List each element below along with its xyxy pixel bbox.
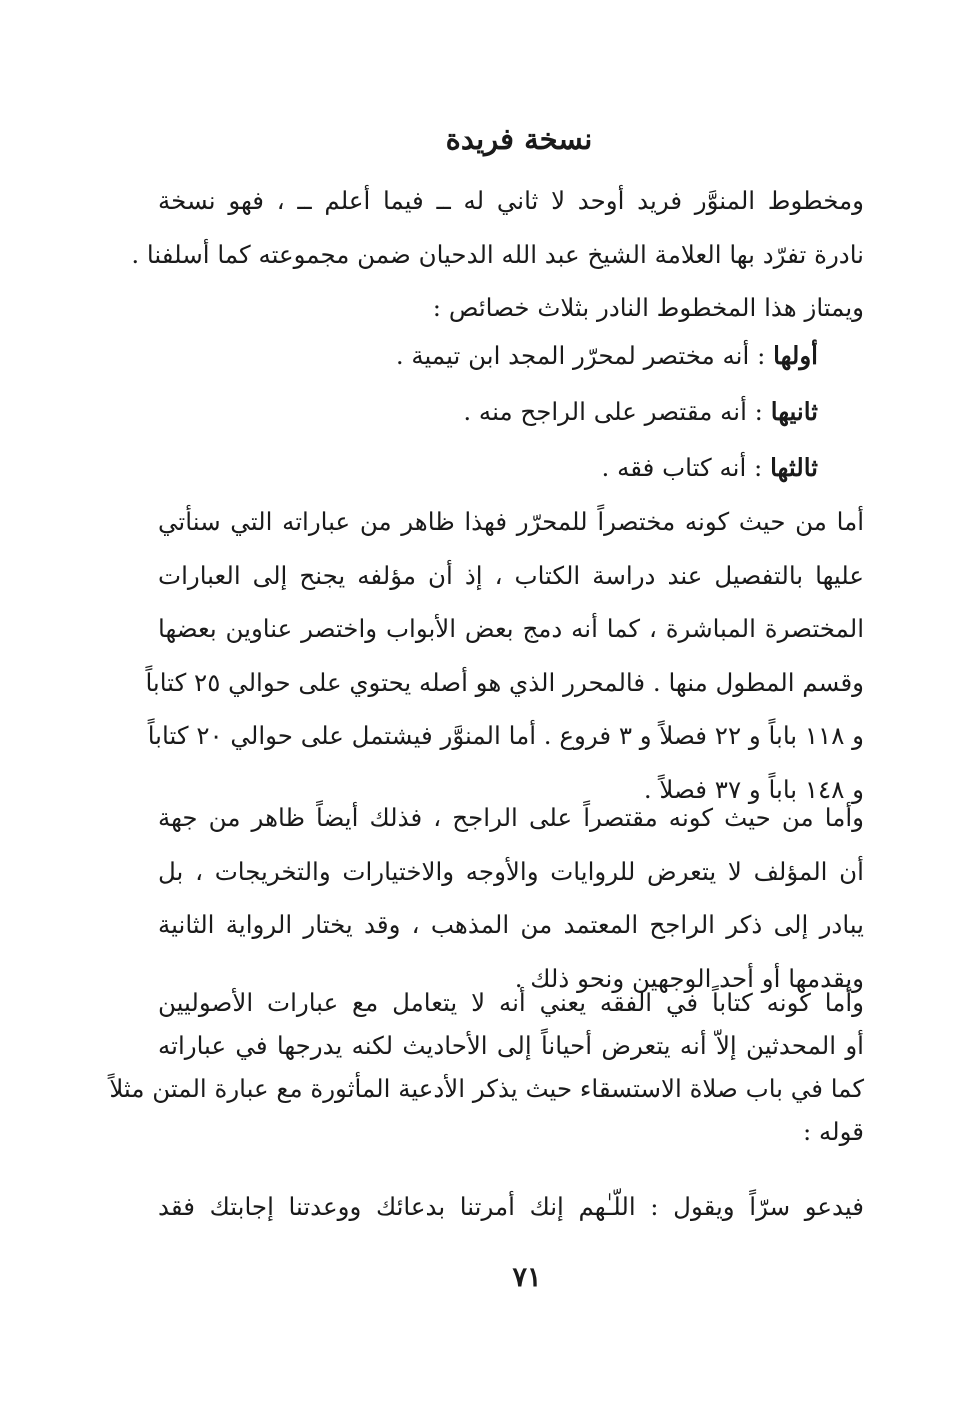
feature-label: أولها xyxy=(773,341,818,370)
page-number: ٧١ xyxy=(512,1262,542,1293)
feature-item xyxy=(158,328,818,384)
paragraph-line: ومخطوط المنوَّر فريد أوحد لا ثاني له ــ فيما أعلم ــ ، فهو نسخة xyxy=(158,186,864,215)
paragraph-fiqh-book xyxy=(109,981,864,1153)
paragraph-line: و ١١٨ باباً و ٢٢ فصلاً و ٣ فروع . أما المنوَّر فيشتمل على حوالي ٢٠ كتاباً xyxy=(147,721,864,751)
section-title: نسخة فريدة xyxy=(445,122,593,156)
paragraph-line: كما في باب صلاة الاستسقاء حيث يذكر الأدعية المأثورة مع عبارة المتن مثلاً xyxy=(109,1074,864,1103)
paragraph-line: ويقدمها أو أحد الوجهين ونحو ذلك . xyxy=(514,963,864,993)
paragraph-line: أو المحدثين إلاّ أنه يتعرض أحياناً إلى الأحاديث لكنه يدرجها في عباراته xyxy=(158,1031,864,1060)
paragraph-line: أن المؤلف لا يتعرض للروايات والأوجه والاختيارات والتخريجات ، بل xyxy=(158,856,864,886)
paragraph-line: وأما من حيث كونه مقتصراً على الراجح ، فذلك أيضاً ظاهر من جهة xyxy=(158,803,864,832)
paragraph-line: يبادر إلى ذكر الراجح المعتمد من المذهب ، وقد يختار الرواية الثانية xyxy=(158,910,864,940)
feature-text: : أنه كتاب فقه . xyxy=(601,453,763,482)
feature-label: ثالثها xyxy=(770,453,818,482)
feature-item xyxy=(158,440,818,496)
paragraph-line: عليها بالتفصيل عند دراسة الكتاب ، إذ أن مؤلفه يجنح إلى العبارات xyxy=(158,560,864,590)
paragraph-intro xyxy=(131,174,864,335)
paragraph-line: قوله : xyxy=(802,1117,864,1146)
paragraph-abridgement xyxy=(145,495,864,817)
paragraph-line: فيدعو سرّاً ويقول : اللّـٰهم إنك أمرتنا بدعائك ووعدتنا إجابتك فقد xyxy=(158,1192,864,1221)
feature-label: ثانيها xyxy=(770,397,818,426)
feature-item xyxy=(158,384,818,440)
feature-text: : أنه مقتصر على الراجح منه . xyxy=(463,397,763,426)
paragraph-line: و ١٤٨ باباً و ٣٧ فصلاً . xyxy=(643,774,864,804)
paragraph-line: وأما كونه كتاباً في الفقه يعني أنه لا يتعامل مع عبارات الأصوليين xyxy=(158,988,864,1017)
paragraph-preferred-opinion xyxy=(158,791,864,1005)
features-list xyxy=(158,328,818,496)
paragraph-line: وقسم المطول منها . فالمحرر الذي هو أصله يحتوي على حوالي ٢٥ كتاباً xyxy=(145,667,864,697)
feature-text: : أنه مختصر لمحرّر المجد ابن تيمية . xyxy=(395,341,766,370)
paragraph-line: نادرة تفرّد بها العلامة الشيخ عبد الله الدحيان ضمن مجموعته كما أسلفنا . xyxy=(131,239,864,269)
paragraph-line: ويمتاز هذا المخطوط النادر بثلاث خصائص : xyxy=(432,293,864,323)
paragraph-quote xyxy=(158,1180,864,1234)
paragraph-line: أما من حيث كونه مختصراً للمحرّر فهذا ظاهر من عباراته التي سنأتي xyxy=(158,507,864,536)
paragraph-line: المختصرة المباشرة ، كما أنه دمج بعض الأبواب واختصر عناوين بعضها xyxy=(158,614,864,644)
